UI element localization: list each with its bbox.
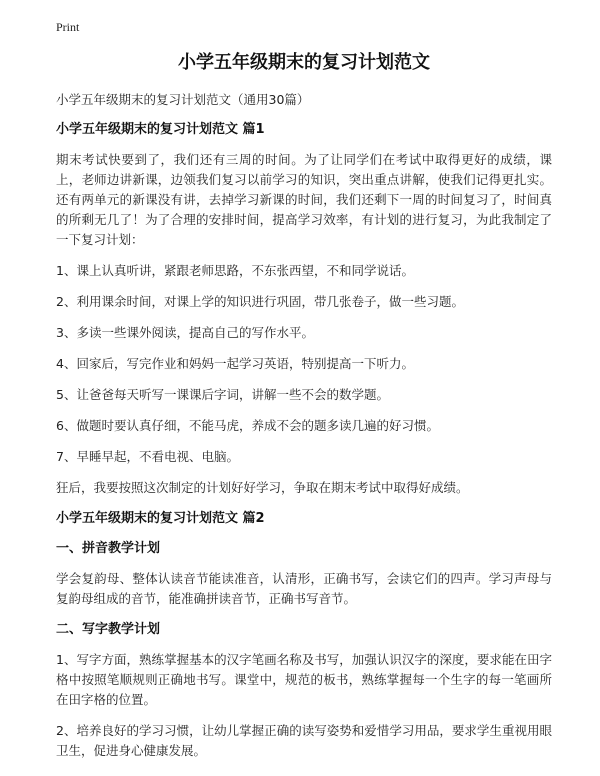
section-1-heading: 小学五年级期末的复习计划范文 篇1: [56, 122, 265, 137]
section-2-heading: 小学五年级期末的复习计划范文 篇2: [56, 511, 265, 526]
writing-item: 2、培养良好的学习习惯，让幼儿掌握正确的读写姿势和爱惜学习用品，要求学生重视用眼卫生，促进身心健康发展。: [56, 723, 552, 758]
list-item: 7、早睡早起，不看电视、电脑。: [56, 449, 239, 464]
page-title: 小学五年级期末的复习计划范文: [178, 52, 430, 73]
writing-item: 1、写字方面，熟练掌握基本的汉字笔画名称及书写，加强认识汉字的深度，要求能在田字格中按照笔顺规则正确地书写。课堂中，规范的板书，熟练掌握每一个生字的每一笔画所在田字格的位置。: [56, 652, 552, 707]
list-item: 1、课上认真听讲，紧跟老师思路，不东张西望，不和同学说话。: [56, 263, 414, 278]
pinyin-heading: 一、拼音教学计划: [56, 541, 161, 556]
list-item: 3、多读一些课外阅读，提高自己的写作水平。: [56, 325, 314, 340]
section-1-intro: 期末考试快要到了，我们还有三周的时间。为了让同学们在考试中取得更好的成绩，课上，老师边讲新课，边领我们复习以前学习的知识，突出重点讲解，使我们记得更扎实。还有两单元的新课没有讲，去掉学习新课的时间，我们还剩下一周的时间复习了，时间真的所剩无几了！为了合理的安排时间，提高学习效率，有计划的进行复习，为此我制定了一下复习计划：: [56, 152, 552, 247]
section-1-closing: 狂后，我要按照这次制定的计划好好学习，争取在期末考试中取得好成绩。: [56, 480, 469, 495]
list-item: 4、回家后，写完作业和妈妈一起学习英语，特别提高一下听力。: [56, 356, 414, 371]
document-body: [56, 50, 552, 772]
print-link[interactable]: Print: [56, 20, 80, 34]
writing-heading: 二、写字教学计划: [56, 622, 161, 637]
pinyin-paragraph: 学会复韵母、整体认读音节能读准音，认清形，正确书写，会读它们的四声。学习声母与复韵母组成的音节，能准确拼读音节，正确书写音节。: [56, 571, 552, 606]
document-subtitle: 小学五年级期末的复习计划范文（通用30篇）: [56, 92, 310, 107]
list-item: 5、让爸爸每天听写一课课后字词，讲解一些不会的数学题。: [56, 387, 389, 402]
list-item: 6、做题时要认真仔细，不能马虎，养成不会的题多读几遍的好习惯。: [56, 418, 439, 433]
list-item: 2、利用课余时间，对课上学的知识进行巩固，带几张卷子，做一些习题。: [56, 294, 464, 309]
